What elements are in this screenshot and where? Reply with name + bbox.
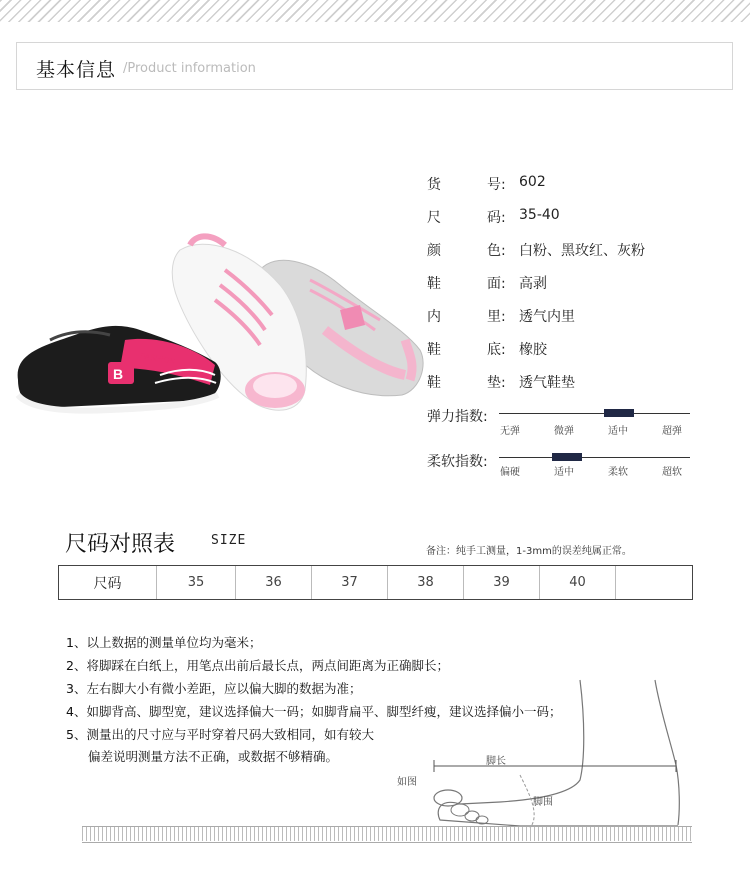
elasticity-label: 弹力指数: xyxy=(427,409,488,425)
softness-label: 柔软指数: xyxy=(427,454,488,470)
measurement-note: 备注：纯手工测量，1-3mm的误差纯属正常。 xyxy=(426,546,632,557)
sneakers-image xyxy=(10,190,430,450)
size-table xyxy=(58,565,693,600)
spec-key-suffix: 码: xyxy=(487,210,506,226)
spec-key-suffix: 垫: xyxy=(487,375,506,391)
spec-value: 透气鞋垫 xyxy=(519,375,575,391)
elasticity-tick: 超弹 xyxy=(662,426,682,437)
instruction-line: 4、如脚背高、脚型宽，建议选择偏大一码；如脚背扁平、脚型纤瘦，建议选择偏小一码； xyxy=(66,704,562,719)
spec-key: 颜 xyxy=(427,243,441,259)
instruction-line: 1、以上数据的测量单位均为毫米； xyxy=(66,635,262,650)
section-title: 基本信息 xyxy=(36,59,117,81)
spec-row-color xyxy=(427,240,687,260)
svg-text:FASHION: FASHION xyxy=(139,351,176,367)
size-cell xyxy=(615,566,691,599)
spec-value: 35-40 xyxy=(519,207,560,223)
spec-value: 橡胶 xyxy=(519,342,547,358)
section-subtitle: /Product information xyxy=(123,61,256,76)
decorative-stripe xyxy=(0,0,750,22)
elasticity-scale-track xyxy=(499,413,690,414)
figure-label: 如图 xyxy=(397,777,417,788)
spec-key-suffix: 面: xyxy=(487,276,506,292)
spec-key-suffix: 色: xyxy=(487,243,506,259)
foot-length-label: 脚长 xyxy=(486,756,506,767)
size-chart-title: 尺码对照表 xyxy=(65,532,176,557)
instruction-line: 5、测量出的尺寸应与平时穿着尺码大致相同，如有较大 xyxy=(66,727,374,742)
ruler-baseline xyxy=(82,842,692,843)
foot-girth-label: 脚围 xyxy=(533,797,553,808)
instruction-line: 3、左右脚大小有微小差距，应以偏大脚的数据为准； xyxy=(66,681,362,696)
elasticity-tick: 微弹 xyxy=(554,426,574,437)
size-cell: 35 xyxy=(156,566,235,599)
spec-value: 高剥 xyxy=(519,276,547,292)
spec-key: 鞋 xyxy=(427,276,441,292)
size-table-header: 尺码 xyxy=(93,575,122,592)
softness-tick: 偏硬 xyxy=(500,467,520,478)
spec-key: 货 xyxy=(427,177,441,193)
spec-key-suffix: 号: xyxy=(487,177,506,193)
spec-row-insole xyxy=(427,372,687,392)
black-pink-shoe xyxy=(18,326,221,411)
elasticity-tick: 无弹 xyxy=(500,426,520,437)
spec-value: 602 xyxy=(519,174,546,190)
svg-text:B: B xyxy=(113,366,124,382)
spec-value: 白粉、黑玫红、灰粉 xyxy=(519,243,645,259)
measurement-ruler xyxy=(82,826,692,841)
elasticity-tick: 适中 xyxy=(608,426,628,437)
spec-key-suffix: 底: xyxy=(487,342,506,358)
softness-tick: 柔软 xyxy=(608,467,628,478)
size-chart-title-en: SIZE xyxy=(211,533,247,548)
size-cell: 39 xyxy=(463,566,539,599)
spec-row-upper xyxy=(427,273,687,293)
size-cell: 38 xyxy=(387,566,463,599)
size-cell: 40 xyxy=(539,566,615,599)
softness-indicator xyxy=(552,453,582,461)
spec-row-size xyxy=(427,207,687,227)
spec-row-item-number xyxy=(427,174,687,194)
instruction-line: 偏差说明测量方法不正确，或数据不够精确。 xyxy=(88,749,339,764)
spec-row-sole xyxy=(427,339,687,359)
spec-key-suffix: 里: xyxy=(487,309,506,325)
softness-scale-track xyxy=(499,457,690,458)
spec-key: 鞋 xyxy=(427,342,441,358)
spec-value: 透气内里 xyxy=(519,309,575,325)
size-cell: 36 xyxy=(235,566,311,599)
spec-key: 鞋 xyxy=(427,375,441,391)
instruction-line: 2、将脚踩在白纸上，用笔点出前后最长点，两点间距离为正确脚长； xyxy=(66,658,449,673)
spec-key: 内 xyxy=(427,309,441,325)
spec-key: 尺 xyxy=(427,210,441,226)
elasticity-indicator xyxy=(604,409,634,417)
spec-row-lining xyxy=(427,306,687,326)
softness-tick: 超软 xyxy=(662,467,682,478)
size-cell: 37 xyxy=(311,566,387,599)
softness-tick: 适中 xyxy=(554,467,574,478)
